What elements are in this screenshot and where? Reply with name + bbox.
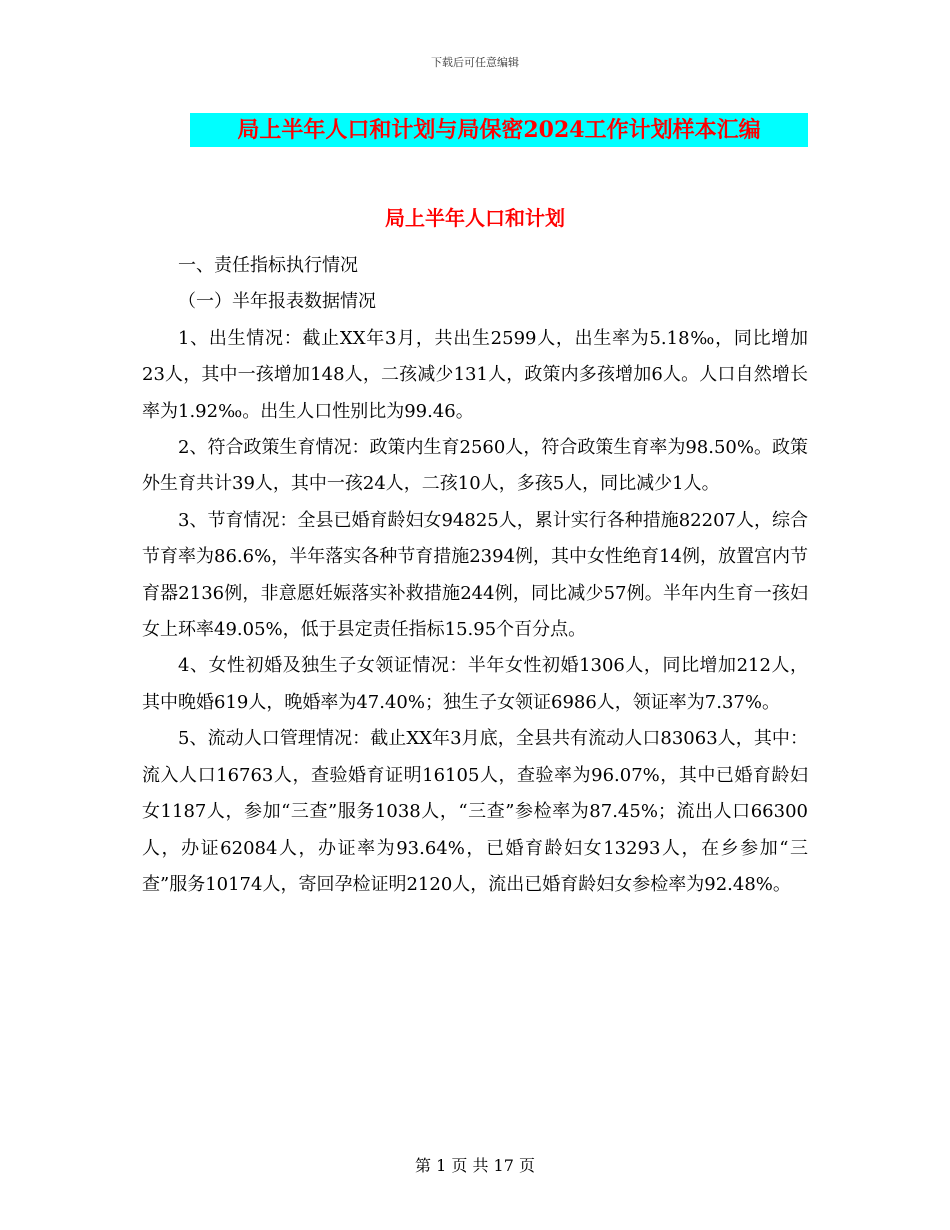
section-title: 局上半年人口和计划: [385, 206, 565, 230]
paragraph-birth-situation: 1、出生情况：截止XX年3月，共出生2599人，出生率为5.18‰，同比增加23人，其中一孩增加148人，二孩减少131人，政策内多孩增加6人。人口自然增长率为1.92‰。出生人口性别比为99.46。: [142, 327, 808, 422]
document-title: 局上半年人口和计划与局保密2024工作计划样本汇编: [190, 113, 808, 147]
paragraph-marriage-certificates: 4、女性初婚及独生子女领证情况：半年女性初婚1306人，同比增加212人，其中晚婚619人，晚婚率为47.40%；独生子女领证6986人，领证率为7.37%。: [142, 655, 808, 713]
page-footer: 第 1 页 共 17 页: [415, 1156, 535, 1175]
paragraph-policy-births: 2、符合政策生育情况：政策内生育2560人，符合政策生育率为98.50%。政策外生育共计39人，其中一孩24人，二孩10人，多孩5人，同比减少1人。: [142, 437, 808, 495]
heading-responsibility-indicators: 一、责任指标执行情况: [178, 255, 358, 276]
document-body: [142, 248, 808, 903]
paragraph-floating-population: 5、流动人口管理情况：截止XX年3月底，全县共有流动人口83063人，其中：流入人口16763人，查验婚育证明16105人，查验率为96.07%，其中已婚育龄妇女1187人，参加“三查”服务1038人，“三查”参检率为87.45%；流出人口66300人，办证62084人，办证率为93.64%，已婚育龄妇女13293人，在乡参加“三查”服务10174人，寄回孕检证明2120人，流出已婚育龄妇女参检率为92.48%。: [142, 728, 808, 895]
heading-half-year-report: （一）半年报表数据情况: [178, 291, 376, 313]
paragraph-contraception: 3、节育情况：全县已婚育龄妇女94825人，累计实行各种措施82207人，综合节育率为86.6%，半年落实各种节育措施2394例，其中女性绝育14例，放置宫内节育器2136例，非意愿妊娠落实补救措施244例，同比减少57例。半年内生育一孩妇女上环率49.05%，低于县定责任指标15.95个百分点。: [142, 509, 808, 641]
header-note: 下载后可任意编辑: [431, 56, 519, 69]
